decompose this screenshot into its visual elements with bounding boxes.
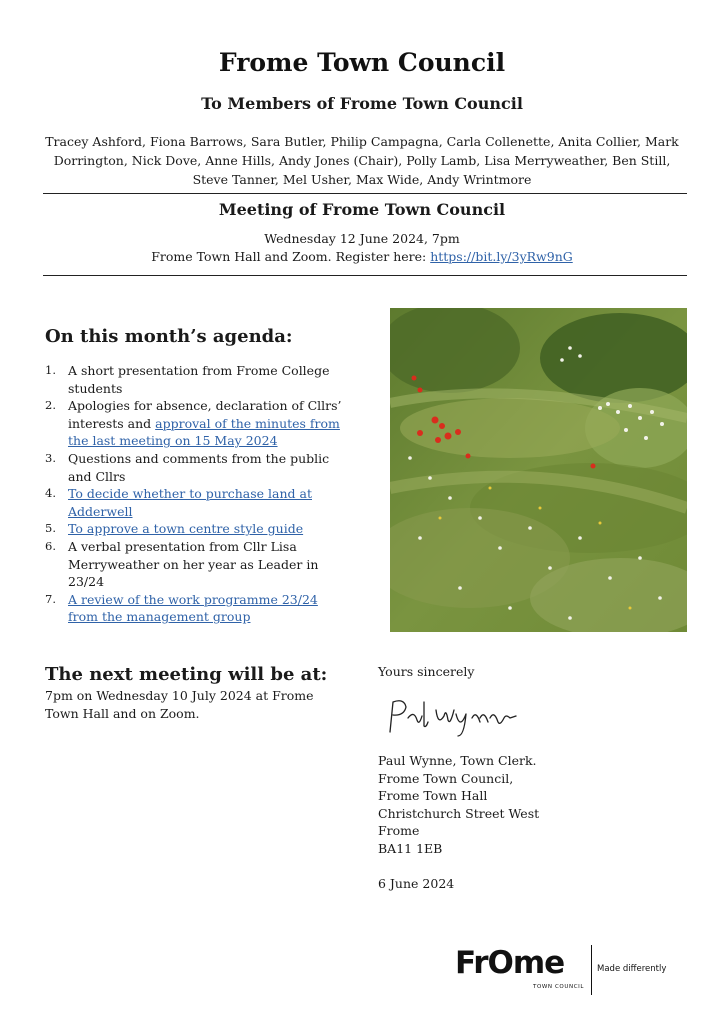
agenda-item bbox=[45, 450, 350, 485]
agenda-item-text: A verbal presentation from Cllr Lisa Merryweather on her year as Leader in 23/24 bbox=[68, 538, 319, 590]
divider bbox=[43, 193, 687, 194]
agenda-item-text: Questions and comments from the public and Cllrs bbox=[68, 450, 330, 484]
agenda-item-number: 2. bbox=[45, 398, 56, 413]
agenda-item-text: A short presentation from Frome College students bbox=[68, 363, 330, 396]
meeting-venue bbox=[0, 249, 724, 264]
logo-divider bbox=[591, 945, 592, 995]
meeting-title: Meeting of Frome Town Council bbox=[218, 200, 506, 219]
agenda-item bbox=[45, 520, 350, 538]
logo-tagline: Made differently bbox=[597, 964, 667, 974]
meeting-venue-text: Frome Town Hall and Zoom. Register here: bbox=[151, 249, 431, 264]
agenda-item bbox=[45, 591, 350, 626]
agenda-item-number: 3. bbox=[45, 450, 56, 465]
next-meeting-heading: The next meeting will be at: bbox=[45, 664, 328, 685]
meeting-date: Wednesday 12 June 2024, 7pm bbox=[264, 231, 460, 246]
agenda-item-number: 4. bbox=[45, 486, 56, 501]
page-title: Frome Town Council bbox=[218, 48, 506, 77]
style-guide-link[interactable]: To approve a town centre style guide bbox=[68, 521, 304, 537]
signatory-line: Frome Town Council, bbox=[378, 770, 514, 786]
next-meeting-details: 7pm on Wednesday 10 July 2024 at Frome Town Hall and on Zoom. bbox=[45, 688, 314, 721]
logo-subtext: TOWN COUNCIL bbox=[533, 984, 585, 990]
signatory-line: Frome bbox=[378, 823, 420, 839]
signatory-line: BA11 1EB bbox=[378, 840, 443, 856]
recipients-heading: To Members of Frome Town Council bbox=[201, 94, 523, 113]
frome-town-council-logo bbox=[455, 945, 680, 999]
agenda-item bbox=[45, 538, 350, 591]
signatory-line: Paul Wynne, Town Clerk. bbox=[378, 753, 537, 768]
agenda-item-text: Apologies for absence, declaration of Cllrs’ interests and bbox=[68, 398, 342, 431]
agenda-item-number: 5. bbox=[45, 521, 56, 536]
letter-date: 6 June 2024 bbox=[378, 876, 455, 891]
signatory-line: Christchurch Street West bbox=[378, 805, 540, 821]
agenda-heading: On this month’s agenda: bbox=[45, 326, 293, 347]
divider bbox=[43, 275, 687, 276]
members-list: Tracey Ashford, Fiona Barrows, Sara Butler, Philip Campagna, Carla Collenette, Anita Collier, Mark Dorrington, Nick Dove, Anne Hills, Andy Jones (Chair), Polly Lamb, Lisa Merryweather, Ben Still, Steve Tanner, Mel Usher, Max Wide, Andy Wrintmore bbox=[45, 134, 679, 187]
adderwell-land-link[interactable]: To decide whether to purchase land at Adderwell bbox=[68, 486, 312, 519]
agenda-item-number: 6. bbox=[45, 538, 56, 553]
signatory-block bbox=[378, 752, 539, 858]
wildflower-meadow-image bbox=[390, 308, 687, 632]
work-programme-link[interactable]: A review of the work programme 23/24 from the management group bbox=[68, 591, 318, 625]
agenda-item bbox=[45, 362, 350, 397]
logo-wordmark: FrOme bbox=[455, 945, 565, 981]
signatory-line: Frome Town Hall bbox=[378, 788, 488, 804]
agenda-item bbox=[45, 485, 350, 520]
letter-closing: Yours sincerely bbox=[378, 664, 475, 679]
agenda-item-number: 7. bbox=[45, 591, 56, 606]
agenda-item bbox=[45, 397, 350, 450]
register-link[interactable]: https://bit.ly/3yRw9nG bbox=[430, 249, 573, 264]
minutes-link[interactable]: approval of the minutes from the last meeting on 15 May 2024 bbox=[68, 415, 340, 449]
agenda-item-number: 1. bbox=[45, 363, 56, 377]
handwritten-signature bbox=[384, 696, 544, 738]
agenda-list bbox=[45, 362, 350, 626]
